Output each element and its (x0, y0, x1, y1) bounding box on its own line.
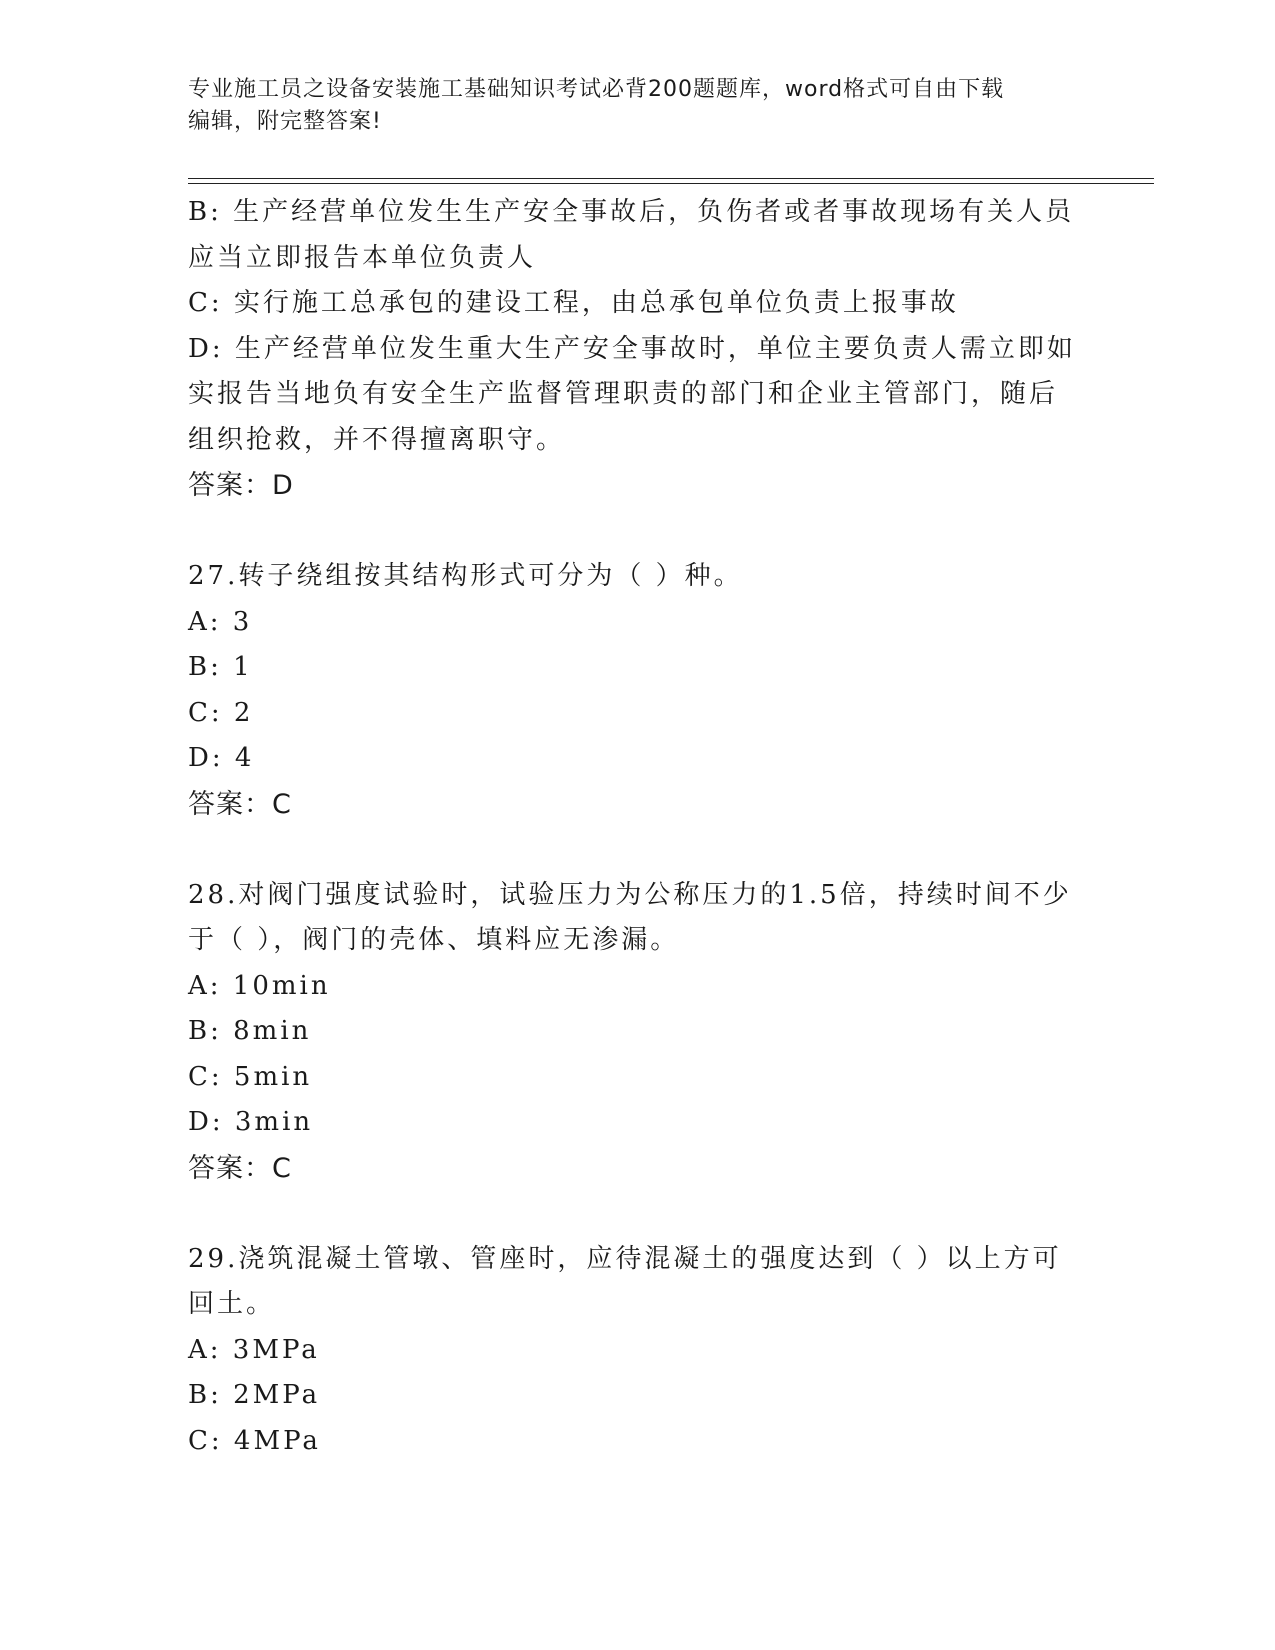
spacer (188, 509, 1088, 555)
option-a: A: 3 (188, 606, 253, 637)
answer-27: 答案：C (188, 788, 292, 820)
option-b-line-1: B: 生产经营单位发生生产安全事故后，负伤者或者事故现场有关人员 (188, 197, 1075, 227)
option-c: C: 2 (188, 697, 254, 728)
option-c: C: 4MPa (188, 1425, 321, 1456)
option-d-line-2: 实报告当地负有安全生产监督管理职责的部门和企业主管部门，随后 (188, 379, 1059, 409)
question-list (188, 190, 1088, 1464)
option-d: D: 4 (188, 743, 255, 773)
option-a: A: 10min (188, 970, 331, 1001)
option-a: A: 3MPa (188, 1334, 320, 1365)
question-26 (188, 190, 1088, 509)
document-header (188, 74, 1088, 138)
spacer (188, 1191, 1088, 1237)
question-28 (188, 873, 1088, 1192)
question-stem: 27.转子绕组按其结构形式可分为（ ）种。 (188, 561, 743, 591)
spacer (188, 827, 1088, 873)
option-d-line-3: 组织抢救，并不得擅离职守。 (188, 424, 566, 455)
question-27 (188, 554, 1088, 827)
option-d: D: 3min (188, 1107, 314, 1137)
question-stem-line-2: 于（ ），阀门的壳体、填料应无渗漏。 (188, 925, 680, 955)
option-c: C: 实行施工总承包的建设工程，由总承包单位负责上报事故 (188, 288, 959, 318)
answer-28: 答案：C (188, 1152, 292, 1184)
option-b: B: 2MPa (188, 1380, 321, 1410)
question-stem-line-1: 28.对阀门强度试验时，试验压力为公称压力的1.5倍，持续时间不少 (188, 879, 1072, 910)
header-title-line-1: 专业施工员之设备安装施工基础知识考试必背200题题库，word格式可自由下载 (188, 77, 1005, 102)
question-stem-line-2: 回土。 (188, 1289, 276, 1319)
option-b: B: 1 (188, 652, 253, 682)
question-29 (188, 1237, 1088, 1465)
header-divider (188, 178, 1154, 184)
header-title-line-2: 编辑，附完整答案! (188, 109, 382, 134)
option-b: B: 8min (188, 1016, 312, 1046)
question-stem-line-1: 29.浇筑混凝土管墩、管座时，应待混凝土的强度达到（ ）以上方可 (188, 1243, 1062, 1274)
answer-26: 答案：D (188, 470, 294, 501)
option-b-line-2: 应当立即报告本单位负责人 (188, 242, 537, 273)
option-c: C: 5min (188, 1061, 313, 1092)
option-d-line-1: D: 生产经营单位发生重大生产安全事故时，单位主要负责人需立即如 (188, 333, 1076, 364)
